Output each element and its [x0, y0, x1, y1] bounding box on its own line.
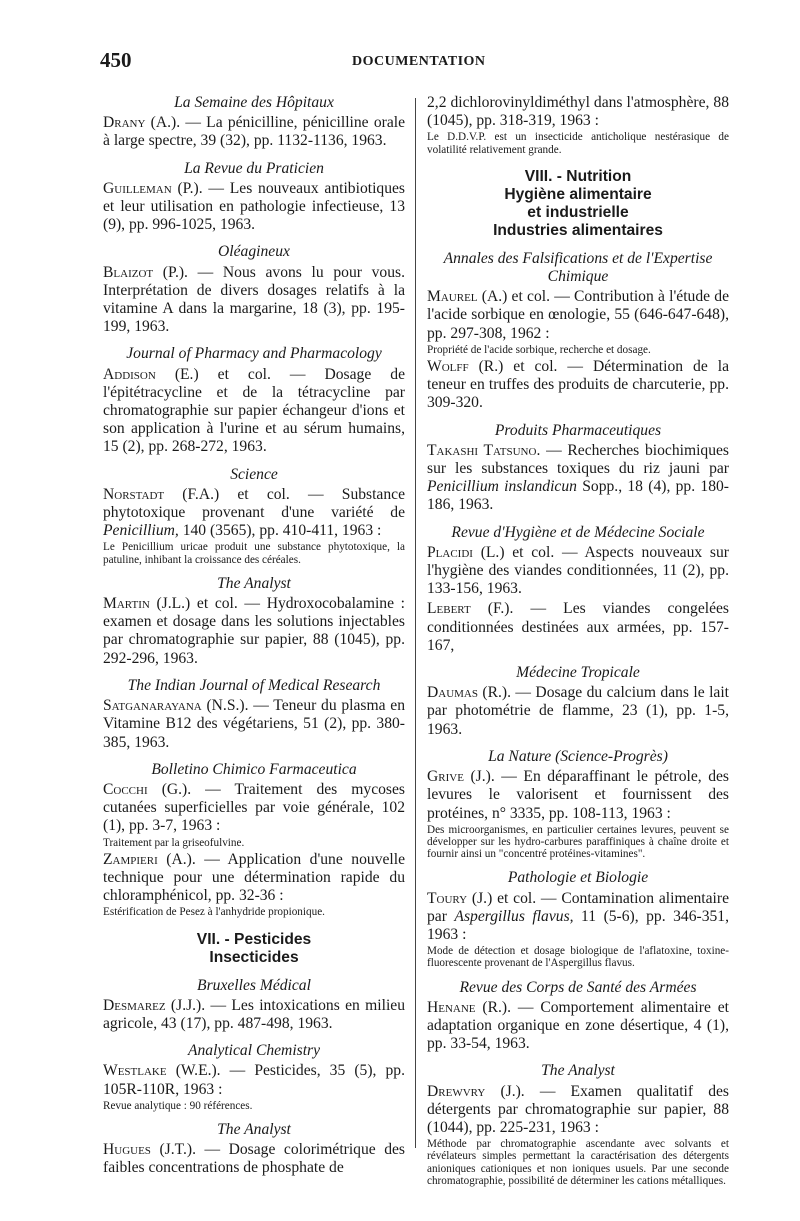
entry-text: (P.). — Nous avons lu pour vous. Interprétation de divers dosages relatifs à la vitamine A dans la margarine, 18 (3), pp. 195-199, 1963. [103, 263, 405, 336]
bibliography-entry [103, 697, 405, 752]
note-scientific-name: Le Penicillium uricae [103, 541, 208, 554]
entry-text: (A.). — La pénicilline, pénicilline orale à large spectre, 39 (32), pp. 1132-1136, 1963. [103, 114, 405, 150]
entry-text: (W.E.). — Pesticides, 35 (5), pp. 105R-110R, 1963 : [103, 1062, 405, 1098]
note-text: Estérification de Pesez à l'anhydride propionique. [103, 906, 325, 919]
entry-author: Guilleman [103, 179, 172, 197]
entry-note [103, 906, 405, 918]
entry-scientific-name: Penicillium, [103, 522, 179, 540]
bibliography-entry [427, 442, 729, 515]
section-heading-line: Insecticides [209, 948, 299, 966]
bibliography-entry [103, 180, 405, 235]
bibliography-entry [103, 1141, 405, 1177]
section-heading-line: VII. - Pesticides [196, 930, 312, 948]
bibliography-entry [103, 595, 405, 668]
entry-note [427, 945, 729, 969]
entry-author: Hugues [103, 1141, 151, 1159]
note-text: Mode de détection et dosage biologique de l'aflatoxine, toxine-fluorescente provenant de l' [427, 945, 729, 970]
note-text: Revue analytique : 90 références. [103, 1099, 253, 1112]
bibliography-entry [427, 358, 729, 413]
entry-author: Martin [103, 595, 150, 613]
section-heading-line: et industrielle [527, 203, 629, 221]
bibliography-entry [103, 781, 405, 836]
entry-author: Daumas [427, 684, 478, 702]
note-scientific-name: Aspergillus flavus. [550, 957, 635, 970]
bibliography-entry [103, 366, 405, 457]
entry-text: 11 (5-6), pp. 346-351, 1963 : [427, 907, 730, 943]
note-text: Le D.D.V.P. est un insecticide anticholique nestérasique de volatilité relativement grande. [427, 131, 729, 156]
entry-author: Takashi Tatsuno [427, 441, 537, 459]
right-column [427, 94, 729, 1189]
bibliography-entry [427, 288, 729, 343]
journal-title: The Indian Journal of Medical Research [127, 676, 381, 694]
journal-title: The Analyst [217, 1120, 291, 1138]
entry-author: Zampieri [103, 850, 158, 868]
note-text: produit une substance phytotoxique, la patuline, inhibant la croissance des céréales. [103, 541, 405, 566]
entry-text: (N.S.). — Teneur du plasma en Vitamine B12 des végétariens, 51 (2), pp. 380-385, 1963. [103, 697, 405, 751]
bibliography-entry [427, 890, 729, 945]
journal-title: Oléagineux [218, 243, 290, 261]
entry-note [427, 824, 729, 861]
journal-title: Bruxelles Médical [197, 976, 311, 994]
entry-text: (J.L.) et col. — Hydroxocobalamine : examen et dosage dans les solutions injectables par chromatographie sur papier, 88 (1045), pp. 292-296, 1963. [103, 595, 405, 667]
entry-author: Westlake [103, 1062, 167, 1080]
bibliography-entry [103, 997, 405, 1033]
entry-author: Maurel [427, 288, 478, 306]
entry-text: (J.). — Examen qualitatif des détergents par chromatographie sur papier, 88 (1044), pp. 225-231, 1963 : [427, 1082, 729, 1136]
entry-text: (J.T.). — Dosage colorimétrique des faibles concentrations de phosphate de [103, 1141, 405, 1177]
entry-note [427, 1138, 729, 1187]
entry-author: Toury [427, 889, 468, 907]
note-text: Des microorganismes, en particulier certaines levures, peuvent se développer sur les hydro-carbures paraffiniques à chaîne droite et fournir ainsi un "concentré protéines-vitamines". [427, 823, 729, 861]
entry-author: Desmarez [103, 996, 166, 1014]
entry-text: (A.). — Application d'une nouvelle technique pour une détermination rapide du chloramphénicol, pp. 32-36 : [103, 850, 405, 905]
entry-text: 2,2 dichlorovinyldiméthyl dans l'atmosphère, 88 (1045), pp. 318-319, 1963 : [427, 94, 729, 130]
section-heading [103, 931, 405, 967]
entry-note [427, 344, 729, 356]
entry-author: Cocchi [103, 780, 148, 798]
entry-author: Drany [103, 114, 146, 132]
entry-text: (J.J.). — Les intoxications en milieu agricole, 43 (17), pp. 487-498, 1963. [103, 996, 405, 1032]
journal-title: Revue des Corps de Santé des Armées [459, 978, 697, 996]
entry-author: Henane [427, 998, 476, 1016]
section-heading-line: Industries alimentaires [493, 221, 663, 239]
journal-title: Médecine Tropicale [516, 664, 640, 682]
journal-title: Bolletino Chimico Farmaceutica [151, 760, 357, 778]
journal-title: Science [230, 465, 278, 483]
journal-title: Journal of Pharmacy and Pharmacology [126, 345, 382, 363]
entry-author: Drewvry [427, 1082, 486, 1100]
entry-text: Sopp., 18 (4), pp. 180-186, 1963. [427, 478, 729, 514]
journal-title: Revue d'Hygiène et de Médecine Sociale [451, 523, 705, 541]
note-text: Traitement par la griseofulvine. [103, 836, 245, 849]
entry-text: (J.) et col. — Contamination alimentaire par [427, 889, 729, 925]
entry-author: Lebert [427, 600, 471, 618]
left-column [103, 94, 405, 1179]
section-heading [427, 168, 729, 240]
entry-text: (J.). — En déparaffinant le pétrole, des levures le valorisent et fournissent des protéines, n° 3335, pp. 108-113, 1963 : [427, 768, 729, 822]
note-text: Propriété de l'acide sorbique, recherche et dosage. [427, 343, 651, 356]
entry-text: . — Recherches biochimiques sur les substances toxiques du riz jauni par [427, 441, 729, 478]
entry-author: Blaizot [103, 263, 154, 281]
bibliography-entry [427, 768, 729, 823]
running-head: DOCUMENTATION [352, 54, 486, 69]
entry-author: Addison [103, 365, 156, 383]
section-heading-line: Hygiène alimentaire [504, 185, 652, 203]
bibliography-entry [427, 600, 729, 655]
entry-text: (E.) et col. — Dosage de l'épitétracycline et de la tétracycline par chromatographie sur papier échangeur d'ions et son application à l'urine et au sérum humains, 15 (2), pp. 268-272, 1963. [103, 365, 405, 456]
bibliography-entry [103, 851, 405, 906]
entry-author: Satganarayana [103, 697, 202, 715]
journal-title: Analytical Chemistry [187, 1042, 321, 1060]
entry-note [103, 541, 405, 565]
entry-text: (L.) et col. — Aspects nouveaux sur l'hygiène des viandes conditionnées, 11 (2), pp. 133-156, 1963. [427, 543, 729, 598]
entry-note [103, 1100, 405, 1112]
entry-note [103, 837, 405, 849]
bibliography-entry [427, 999, 729, 1054]
entry-text: (P.). — Les nouveaux antibiotiques et leur utilisation en pathologie infectieuse, 13 (9), pp. 996-1025, 1963. [103, 179, 405, 234]
entry-text: 140 (3565), pp. 410-411, 1963 : [178, 522, 382, 540]
journal-title: Produits Pharmaceutiques [494, 421, 662, 439]
entry-text: (R.). — Comportement alimentaire et adaptation organique en zone désertique, 4 (1), pp. 33-54, 1963. [427, 998, 729, 1053]
journal-title: La Revue du Praticien [184, 159, 324, 177]
bibliography-entry [427, 544, 729, 599]
entry-author: Grive [427, 768, 464, 786]
entry-text: (R.). — Dosage du calcium dans le lait par photométrie de flamme, 23 (1), pp. 1-5, 1963. [427, 684, 729, 738]
bibliography-entry [103, 114, 405, 150]
journal-title: La Nature (Science-Progrès) [488, 747, 668, 765]
note-text: Méthode par chromatographie ascendante avec solvants et révélateurs simples permettant la caractérisation des détergents anioniques cationiques et non ioniques usuels. Par une seconde chromatographie, possibilité de déterminer les cations métalliques. [427, 1138, 729, 1187]
journal-title: Annales des Falsifications et de l'Expertise Chimique [443, 249, 713, 286]
column-divider [415, 98, 416, 1148]
entry-author: Placidi [427, 543, 473, 561]
entry-scientific-name: Penicillium inslandicun [427, 478, 577, 496]
journal-title: La Semaine des Hôpitaux [174, 94, 334, 111]
journal-title: Pathologie et Biologie [507, 869, 649, 887]
entry-text: (F.). — Les viandes congelées conditionnées destinées aux armées, pp. 157-167, [427, 600, 729, 654]
entry-text: (R.) et col. — Détermination de la teneur en truffes des produits de charcuterie, pp. 309-320. [427, 358, 729, 412]
bibliography-entry [427, 94, 729, 130]
entry-note [427, 131, 729, 155]
bibliography-entry [103, 486, 405, 541]
bibliography-entry [103, 264, 405, 337]
page-number: 450 [100, 48, 132, 72]
journal-title: The Analyst [217, 574, 291, 592]
bibliography-entry [427, 684, 729, 739]
entry-author: Wolff [427, 358, 469, 376]
journal-title: The Analyst [541, 1062, 615, 1080]
entry-text: (F.A.) et col. — Substance phytotoxique provenant d'une variété de [103, 485, 405, 522]
bibliography-entry [103, 1062, 405, 1098]
entry-author: Norstadt [103, 485, 165, 503]
bibliography-entry [427, 1083, 729, 1138]
entry-scientific-name: Aspergillus flavus, [454, 907, 574, 925]
entry-text: (A.) et col. — Contribution à l'étude de l'acide sorbique en œnologie, 55 (646-647-648), pp. 297-308, 1962 : [427, 288, 729, 342]
section-heading-line: VIII. - Nutrition [524, 167, 632, 185]
entry-text: (G.). — Traitement des mycoses cutanées superficielles par voie générale, 102 (1), pp. 3-7, 1963 : [103, 780, 405, 835]
